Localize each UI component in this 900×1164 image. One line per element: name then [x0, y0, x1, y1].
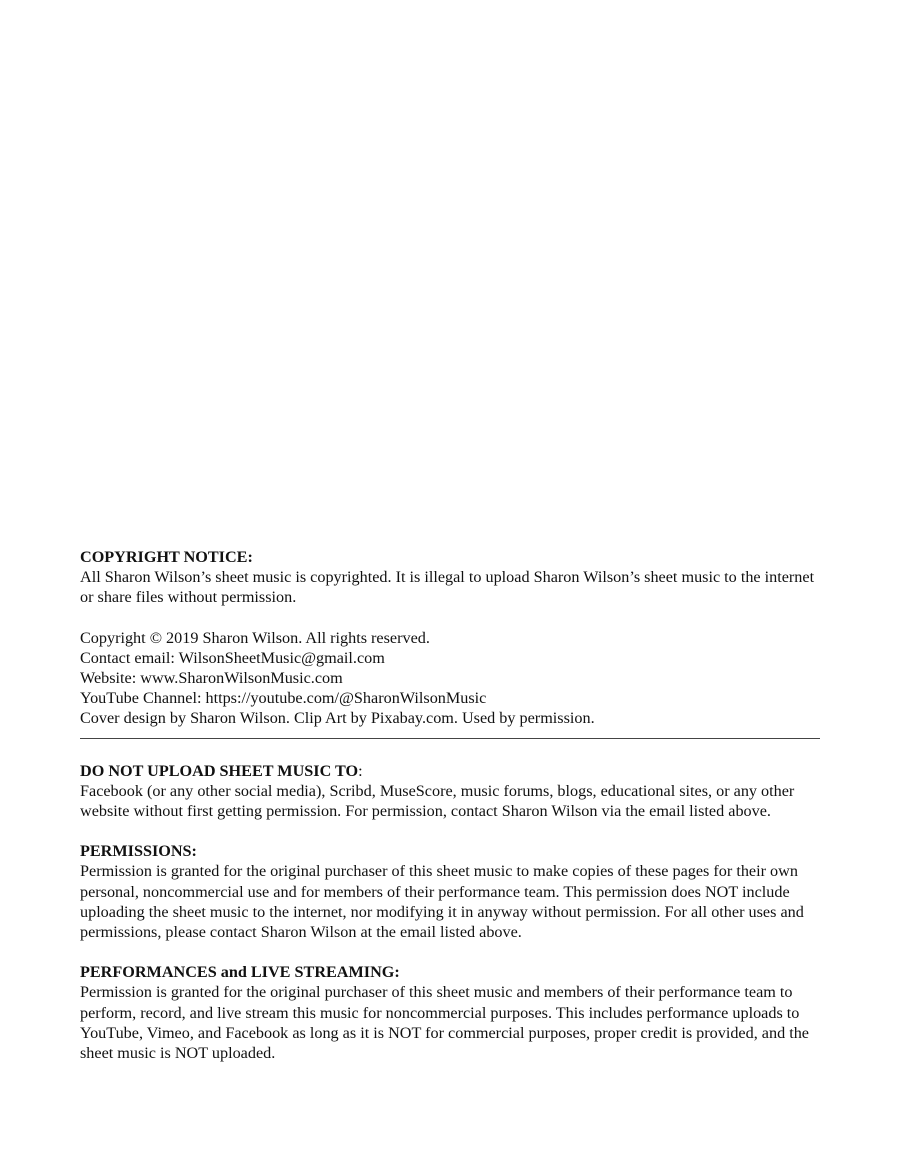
permissions-body: Permission is granted for the original purchaser of this sheet music to make copies of these pages for their own personal, noncommercial use and for members of their performance team. This permission does NOT include uploading the sheet music to the internet, nor modifying it in anyway without permission. For all other uses and permissions, please contact Sharon Wilson at the email listed above.: [80, 862, 804, 942]
copyright-page: [80, 547, 820, 1063]
do-not-upload-heading: DO NOT UPLOAD SHEET MUSIC TO: [80, 761, 359, 780]
copyright-notice-heading: COPYRIGHT NOTICE:: [80, 548, 253, 566]
copyright-line: Copyright © 2019 Sharon Wilson. All rights reserved.: [80, 628, 430, 647]
permissions-section: [80, 841, 820, 942]
performances-body: Permission is granted for the original purchaser of this sheet music and members of their performance team to perform, record, and live stream this music for noncommercial purposes. This includes performance uploads to YouTube, Vimeo, and Facebook as long as it is NOT for commercial purposes, proper credit is provided, and the sheet music is NOT uploaded.: [80, 983, 809, 1063]
contact-info-section: [80, 628, 820, 729]
spacer: [80, 739, 820, 761]
cover-design-credit: Cover design by Sharon Wilson. Clip Art by Pixabay.com. Used by permission.: [80, 709, 595, 728]
performances-section: [80, 962, 820, 1063]
do-not-upload-heading-colon: :: [358, 761, 363, 780]
do-not-upload-section: [80, 761, 820, 822]
spacer: [80, 608, 820, 628]
copyright-notice-section: [80, 547, 820, 608]
youtube-channel: YouTube Channel: https://youtube.com/@SharonWilsonMusic: [80, 689, 487, 708]
spacer: [80, 821, 820, 841]
performances-heading: PERFORMANCES and LIVE STREAMING:: [80, 963, 400, 982]
copyright-notice-body: All Sharon Wilson’s sheet music is copyrighted. It is illegal to upload Sharon Wilson’s sheet music to the internet or share files without permission.: [80, 568, 815, 607]
do-not-upload-body: Facebook (or any other social media), Scribd, MuseScore, music forums, blogs, educational sites, or any other website without first getting permission. For permission, contact Sharon Wilson via the email listed above.: [80, 781, 795, 821]
do-not-upload-heading-line: [80, 761, 820, 781]
website: Website: www.SharonWilsonMusic.com: [80, 669, 343, 688]
spacer: [80, 942, 820, 962]
permissions-heading: PERMISSIONS:: [80, 842, 197, 861]
contact-email: Contact email: WilsonSheetMusic@gmail.com: [80, 648, 385, 667]
